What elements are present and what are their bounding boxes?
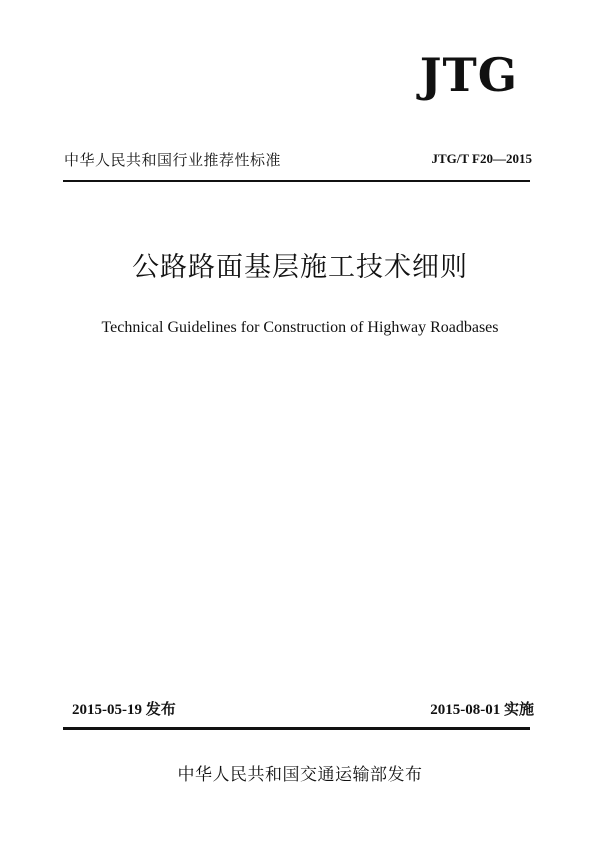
standard-code: JTG/T F20—2015: [431, 151, 532, 166]
top-divider: [63, 180, 530, 182]
effective-date: 2015-08-01 实施: [430, 702, 534, 718]
issue-date: 2015-05-19 发布: [72, 702, 176, 718]
issuing-authority: 中华人民共和国交通运输部发布: [177, 765, 423, 785]
jtg-logo: JTG: [419, 48, 518, 102]
bottom-divider: [63, 727, 530, 730]
document-title-english: Technical Guidelines for Construction of Highway Roadbases: [101, 319, 499, 336]
document-title-chinese: 公路路面基层施工技术细则: [132, 252, 468, 283]
standard-category: 中华人民共和国行业推荐性标准: [64, 151, 282, 169]
